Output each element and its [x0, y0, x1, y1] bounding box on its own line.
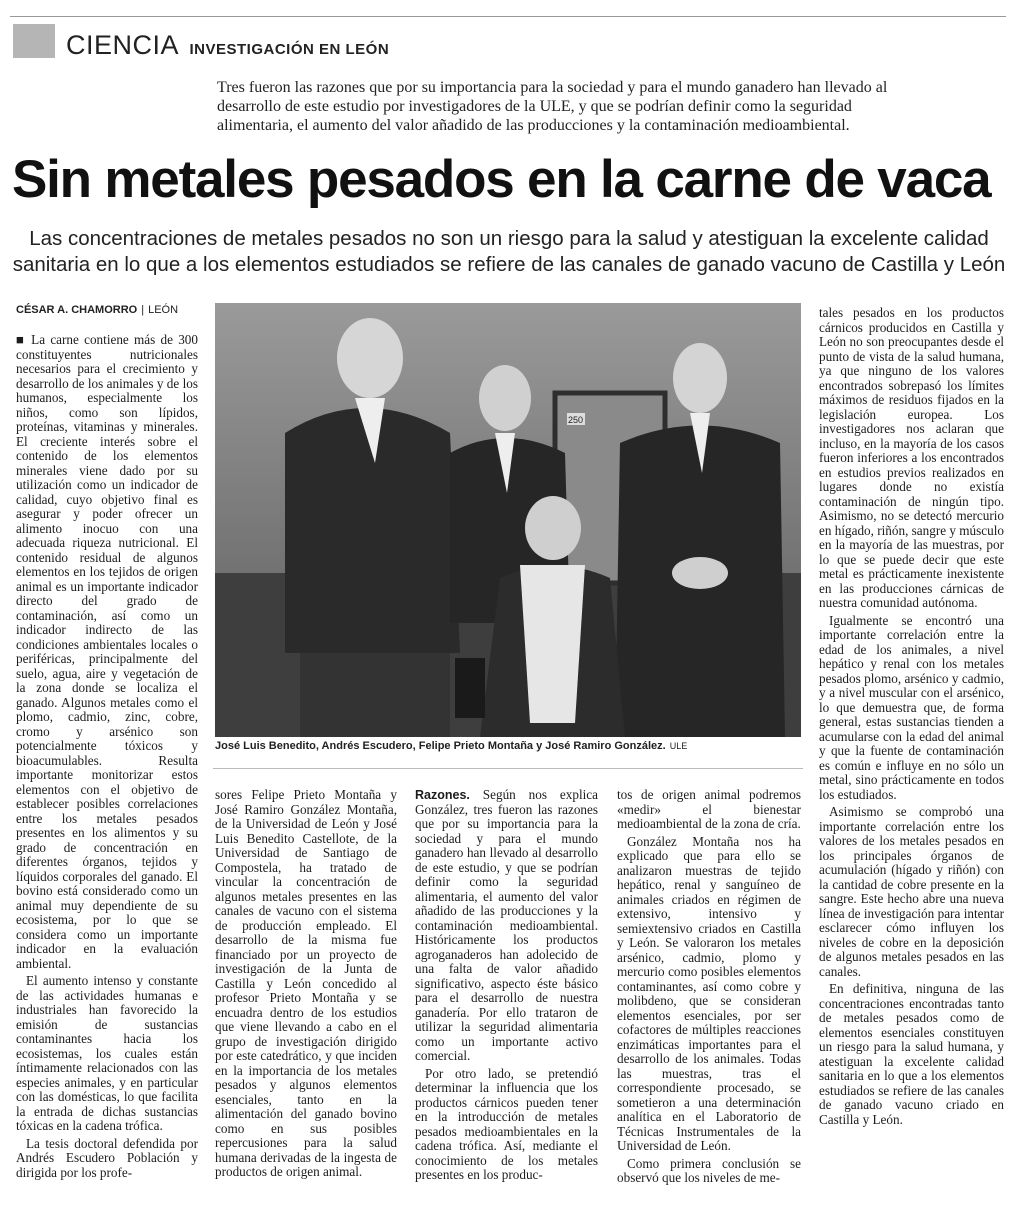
byline-author: CÉSAR A. CHAMORRO — [16, 304, 138, 316]
column-5 — [819, 306, 1004, 1130]
door-number: 250 — [568, 415, 584, 425]
top-rule — [10, 16, 1006, 17]
caption-text: José Luis Benedito, Andrés Escudero, Felipe Prieto Montaña y José Ramiro González. — [215, 740, 666, 752]
intro-paragraph: Tres fueron las razones que por su importancia para la sociedad y para el mundo ganadero han llevado al desarrollo de este estudio por investigadores de la ULE, y que se podrían definir como la seguridad alimentaria, el aumento del valor añadido de las producciones y la contaminación medioambiental. — [217, 79, 888, 134]
col1-paragraph — [16, 333, 198, 971]
col1-paragraph: El aumento intenso y constante de las actividades humanas e industriales han favorecido la emisión de sustancias contaminantes hacia los ecosistemas, los cuales están íntimamente relacionados con las especies animales, y en particular con las domésticas, lo que facilita la entrada de dichas sustancias tóxicas en la cadena trófica. — [16, 973, 198, 1133]
subheadline: Las concentraciones de metales pesados no son un riesgo para la salud y atestiguan la excelente calidad sanitaria en lo que a los elementos estudiados se refiere de las canales de ganado vacuno de Castilla y León — [12, 227, 1006, 276]
col3-p1: Según nos explica González, tres fueron las razones que por su importancia para la sociedad y para el mundo ganadero han llevado al desarrollo de este estudio, y que se podrían definir como la seguridad alimentaria, el aumento del valor añadido de las producciones y la contaminación medioambiental. Históricamente los productos agroganaderos han adolecido de una falta de valor añadido significativo, aspecto éste básico para el desarrollo de nuestra ganadería. Por ello trataron de utilizar la seguridad alimentaria como un importante activo comercial. — [415, 787, 598, 1063]
section-subtitle: INVESTIGACIÓN EN LEÓN — [189, 41, 390, 58]
news-photo — [215, 303, 801, 737]
col3-paragraph: Por otro lado, se pretendió determinar la influencia que los productos cárnicos pueden tener en la introducción de metales pesados medioambientales en la cadena trófica. Así, mediante el conocimiento de los metales presentes en los produc- — [415, 1065, 598, 1182]
section-title: CIENCIA — [66, 30, 180, 60]
section-header — [66, 30, 389, 61]
byline-place: LEÓN — [148, 304, 179, 316]
col4-paragraph: Como primera conclusión se observó que los niveles de me- — [617, 1155, 801, 1185]
column-3 — [415, 788, 598, 1186]
col1-paragraph: La tesis doctoral defendida por Andrés Escudero Población y dirigida por los profe- — [16, 1135, 198, 1180]
subheading-razones: Razones. — [415, 788, 470, 802]
col4-paragraph: tos de origen animal podremos «medir» el bienestar medioambiental de la zona de cría. — [617, 787, 801, 831]
column-1 — [16, 333, 198, 1183]
col5-paragraph: Asimismo se comprobó una importante correlación entre los valores de los metales pesados en los principales órganos de acumulación (hígado y riñón) con la cantidad de cobre presente en la sangre. Este hecho abre una nueva línea de investigación para intentar esclarecer cómo influyen los niveles de cobre en la deposición de algunos metales pesados en las canales. — [819, 804, 1004, 979]
section-marker — [13, 24, 55, 58]
column-2 — [215, 788, 397, 1183]
col5-paragraph: tales pesados en los productos cárnicos producidos en Castilla y León no son preocupantes desde el punto de vista de la salud humana, ya que ninguno de los valores encontrados sobrepasó los límites máximos de residuos fijados en la legislación europea. Los investigadores nos aclaran que incluso, en la mayoría de los casos fueron inferiores a los encontrados en estudios previos realizados en lugares donde no existía contaminación de ningún tipo. Asimismo, no se detectó mercurio en hígado, riñón, sangre y músculo en la mayoría de las muestras, por lo que se puede decir que este metal es prácticamente inexistente en las producciones cárnicas de nuestra comunidad autónoma. — [819, 305, 1004, 610]
col5-paragraph: En definitiva, ninguna de las concentraciones encontradas tanto de metales pesados como de elementos esenciales constituyen un riesgo para la salud humana, y atestiguan la excelente calidad sanitaria en lo que a los elementos estudiados se refiere de las canales de ganado vacuno criado en Castilla y León. — [819, 981, 1004, 1127]
col4-paragraph: González Montaña nos ha explicado que para ello se analizaron muestras de tejido hepático, renal y sanguíneo de animales criados en régimen de extensivo, intensivo y semiextensivo criados en Castilla y León. Se valoraron los metales arsénico, cadmio, plomo y mercurio como posibles elementos contaminantes, así como cobre y molibdeno, que se consideran elementos esenciales, por ser cofactores de múltiples reacciones enzimáticas importantes para el desarrollo de los animales. Todas las muestras, tras el correspondiente procesado, se sometieron a una determinación analítica en el Laboratorio de Técnicas Instrumentales de la Universidad de León. — [617, 833, 801, 1153]
col1-p1a: ■ La carne contiene más de 300 constituyentes nutricionales necesarios para el crecimiento y desarrollo de los animales y de los humanos, especialmente los niños, como son lípidos, proteínas, vitaminas y minerales. — [16, 332, 198, 434]
caption-rule — [213, 768, 803, 769]
column-4 — [617, 788, 801, 1189]
col2-paragraph: sores Felipe Prieto Montaña y José Ramiro González Montaña, de la Universidad de León y José Luis Benedito Castellote, de la Universidad de Santiago de Compostela, ha tratado de vincular la concentración de algunos metales presentes en las canales de vacuno con el sistema de producción empleado. El desarrollo de la misma fue financiado por un proyecto de investigación de la Junta de Castilla y León concedido al profesor Prieto Montaña y se encuadra dentro de los estudios que viene llevando a cabo en el grupo de investigación dirigido por este catedrático, y que inciden en la importancia de los metales pesados y algunos elementos esenciales, tanto en la alimentación del ganado bovino como en sus posibles repercusiones para la salud humana derivadas de la ingesta de productos de origen animal. — [215, 787, 397, 1179]
headline: Sin metales pesados en la carne de vaca — [12, 150, 991, 209]
col5-paragraph: Igualmente se encontró una importante correlación entre la edad de los animales, a nivel hepático y renal con los metales pesados plomo, arsénico y cadmio, y a nivel muscular con el arsénico, lo que demuestra que, de forma general, estas sustancias tienden a acumularse con la edad del animal y que la fuente de contaminación es común e influye en no sólo un metal, sino prácticamente en todos los estudiados. — [819, 612, 1004, 802]
photo-caption — [215, 740, 805, 752]
photo-credit: ULE — [669, 741, 688, 751]
col3-paragraph — [415, 788, 598, 1064]
col1-p1b: El creciente interés sobre el contenido de los elementos minerales viene dado por su utilización como un indicador de calidad, cuyo objetivo final es asegurar y poder ofrecer un alimento inocuo con una adecuada riqueza nutricional. El contenido residual de algunos elementos en los tejidos de origen animal es un importante indicador directo del grado de contaminación, así como un indicador indirecto de las condiciones ambientales locales o periféricas, principalmente del suelo, agua, aire y vegetación de la zona donde se localiza el ganado. Algunos metales como el plomo, cadmio, zinc, cobre, cromo y arsénico son potencialmente tóxicos y bioacumulables. Resulta importante monitorizar estos elementos con el objetivo de establecer posibles correlaciones entre los metales pesados presentes en los alimentos y su grado de concentración en diferentes órganos, tejidos y líquidos corporales del ganado. El bovino está considerado como un animal muy dependiente de su ecosistema, por lo que se considera como un importante indicador en la evaluación ambiental. — [16, 433, 198, 971]
byline: CÉSAR A. CHAMORRO | LEÓN — [16, 304, 179, 316]
